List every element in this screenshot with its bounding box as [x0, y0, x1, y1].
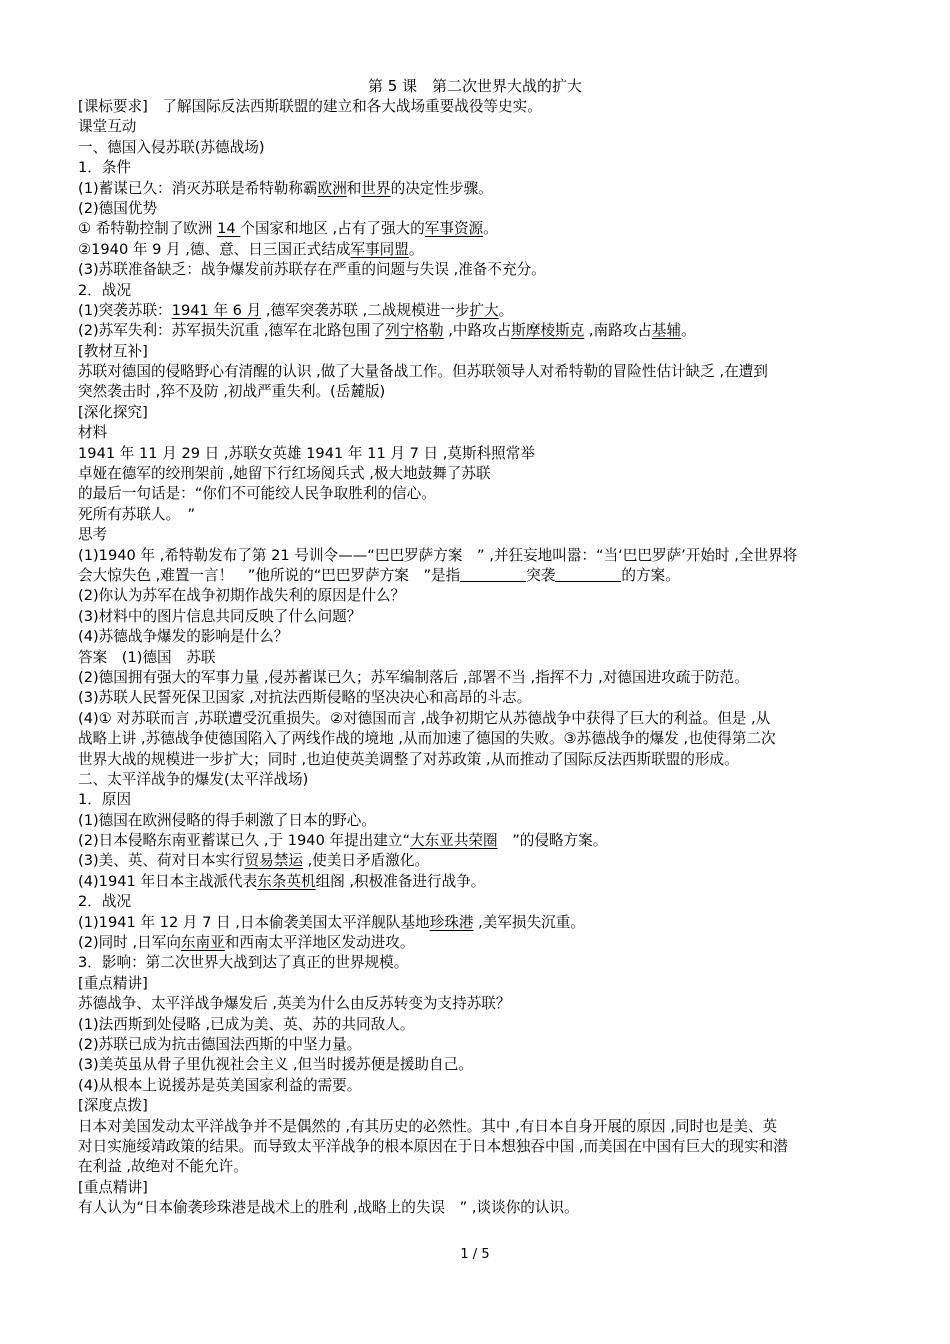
text-line — [78, 219, 886, 239]
text-segment: (4)从根本上说援苏是英美国家利益的需要。 — [78, 1076, 362, 1094]
text-segment: [深化探究] — [78, 403, 148, 421]
fill-in-blank — [555, 567, 621, 582]
text-line — [78, 933, 886, 953]
text-line — [78, 851, 886, 871]
text-line — [78, 1055, 886, 1075]
text-segment: (1)1940 年 ,希特勒发布了第 21 号训令——“巴巴罗萨方案 ” ,并狂妄地叫嚣：“当‘巴巴罗萨’开始时 ,全世界将 — [78, 546, 798, 564]
text-segment: 1．原因 — [78, 791, 132, 809]
text-line — [78, 179, 886, 199]
text-line — [78, 729, 886, 749]
text-segment: (2)苏军失利：苏军损失沉重 ,德军在北路包围了 — [78, 322, 386, 340]
text-line — [78, 423, 886, 443]
text-segment: 2．战况 — [78, 281, 132, 299]
text-line — [78, 484, 886, 504]
text-segment: 一、德国入侵苏联(苏德战场) — [78, 138, 265, 156]
text-segment: ,使美日矛盾激化。 — [303, 852, 430, 870]
text-line — [78, 240, 886, 260]
text-segment: 和西南太平洋地区发动进攻。 — [224, 934, 415, 952]
fill-in-blank — [460, 567, 526, 582]
text-segment: 。 — [498, 301, 514, 319]
underlined-answer: 东条英机 — [257, 872, 316, 890]
text-segment: (1)蓄谋已久：消灭苏联是希特勒称霸 — [78, 179, 318, 197]
text-segment: (1)法西斯到处侵略 ,已成为美、英、苏的共同敌人。 — [78, 1015, 415, 1033]
text-segment: 2．战况 — [78, 893, 132, 911]
text-segment: [教材互补] — [78, 342, 148, 360]
text-line — [78, 770, 886, 790]
underlined-answer: 斯摩棱斯克 — [511, 322, 585, 340]
text-line — [78, 1015, 886, 1035]
text-line — [78, 546, 886, 566]
text-segment: 的最后一句话是：“你们不可能绞人民争取胜利的信心。 — [78, 485, 436, 503]
text-line — [78, 301, 886, 321]
text-line — [78, 607, 886, 627]
text-line — [78, 892, 886, 912]
text-segment: 苏联对德国的侵略野心有清醒的认识 ,做了大量备战工作。但苏联领导人对希特勒的冒险性估计缺乏 ,在遭到 — [78, 363, 768, 381]
text-segment: 组阁 ,积极准备进行战争。 — [315, 872, 486, 890]
text-line — [78, 668, 886, 688]
text-segment: (3)苏联人民誓死保卫国家 ,对抗法西斯侵略的坚决决心和高昂的斗志。 — [78, 689, 532, 707]
text-segment: (3)美、英、荷对日本实行 — [78, 852, 245, 870]
text-segment: (2)苏联已成为抗击德国法西斯的中坚力量。 — [78, 1035, 362, 1053]
text-segment: 的决定性步骤。 — [390, 179, 493, 197]
text-segment: 在利益 ,故绝对不能允许。 — [78, 1158, 248, 1176]
document-body — [78, 97, 886, 1218]
text-segment: 苏德战争、太平洋战争爆发后 ,英美为什么由反苏转变为支持苏联？ — [78, 995, 511, 1013]
text-segment: (4)1941 年日本主战派代表 — [78, 872, 258, 890]
text-line — [78, 260, 886, 280]
text-segment: ”的侵略方案。 — [497, 832, 608, 850]
text-segment: 答案 (1)德国 苏联 — [78, 648, 216, 666]
text-line — [78, 627, 886, 647]
text-line — [78, 750, 886, 770]
text-segment: 课堂互动 — [78, 118, 137, 136]
text-segment: 3．影响：第二次世界大战到达了真正的世界规模。 — [78, 954, 409, 972]
text-line — [78, 525, 886, 545]
text-line — [78, 688, 886, 708]
text-segment: (3)美英虽从骨子里仇视社会主义 ,但当时援苏便是援助自己。 — [78, 1056, 473, 1074]
text-segment: 战略上讲 ,苏德战争使德国陷入了两线作战的境地 ,从而加速了德国的失败。③苏德战争的爆发 ,也使得第二次 — [78, 730, 776, 748]
text-segment: 有人认为“日本偷袭珍珠港是战术上的胜利 ,战略上的失误 ” ,谈谈你的认识。 — [78, 1199, 579, 1217]
text-segment: 死所有苏联人。 ” — [78, 505, 196, 523]
text-segment: ,德军突袭苏联 ,二战规模进一步 — [261, 301, 470, 319]
text-line — [78, 1096, 886, 1116]
text-line — [78, 97, 886, 117]
text-line — [78, 199, 886, 219]
text-line — [78, 586, 886, 606]
text-line — [78, 321, 886, 341]
text-segment: (1)德国在欧洲侵略的得手刺激了日本的野心。 — [78, 811, 376, 829]
text-segment: 1．条件 — [78, 159, 132, 177]
text-segment: 材料 — [78, 424, 108, 442]
underlined-answer: 世界 — [361, 179, 391, 197]
underlined-answer: 1941 年 6 月 — [171, 301, 262, 319]
text-segment: 突然袭击时 ,猝不及防 ,初战严重失利。(岳麓版) — [78, 383, 386, 401]
text-segment: 二、太平洋战争的爆发(太平洋战场) — [78, 770, 309, 788]
text-segment: ,中路攻占 — [443, 322, 512, 340]
underlined-answer: 扩大 — [469, 301, 499, 319]
text-line — [78, 648, 886, 668]
page-number: 1 / 5 — [460, 1247, 490, 1262]
text-line — [78, 790, 886, 810]
text-line — [78, 362, 886, 382]
page-title: 第 5 课 第二次世界大战的扩大 — [367, 77, 583, 95]
text-line — [78, 709, 886, 729]
text-segment: ②1940 年 9 月 ,德、意、日三国正式结成 — [78, 240, 351, 258]
text-line — [78, 281, 886, 301]
text-line — [78, 566, 886, 586]
text-line — [78, 1076, 886, 1096]
text-segment: 日本对美国发动太平洋战争并不是偶然的 ,有其历史的必然性。其中 ,有日本自身开展的原因 ,同时也是美、英 — [78, 1117, 778, 1135]
text-line — [78, 444, 886, 464]
text-line — [78, 505, 886, 525]
text-segment: 的方案。 — [621, 566, 680, 584]
underlined-answer: 列宁格勒 — [385, 322, 444, 340]
underlined-answer: 珍珠港 — [429, 913, 474, 931]
underlined-answer: 14 — [217, 220, 241, 238]
text-segment: 思考 — [78, 526, 108, 544]
text-segment: 1941 年 11 月 29 日 ,苏联女英雄 1941 年 11 月 7 日 ,莫斯科照常举 — [78, 444, 535, 462]
underlined-answer: 大东亚共荣圈 — [410, 832, 498, 850]
text-segment: (2)你认为苏军在战争初期作战失利的原因是什么？ — [78, 587, 406, 605]
text-segment: 。 — [408, 240, 424, 258]
text-segment: (2)同时 ,日军向 — [78, 934, 181, 952]
text-segment: (2)日本侵略东南亚蓄谋已久 ,于 1940 年提出建立“ — [78, 832, 411, 850]
text-segment: ,南路攻占 — [584, 322, 652, 340]
text-segment: [深度点拨] — [78, 1097, 148, 1115]
text-line — [78, 342, 886, 362]
text-segment: ① 希特勒控制了欧洲 — [78, 220, 218, 238]
text-segment: (4)苏德战争爆发的影响是什么？ — [78, 628, 289, 646]
text-line — [78, 1035, 886, 1055]
text-line — [78, 1117, 886, 1137]
text-segment: 突袭 — [526, 566, 556, 584]
text-line — [78, 953, 886, 973]
text-line — [78, 158, 886, 178]
text-line — [78, 872, 886, 892]
text-segment: ,美军损失沉重。 — [473, 913, 585, 931]
text-segment: (2)德国优势 — [78, 199, 158, 217]
text-segment: 个国家和地区 ,占有了强大的 — [240, 220, 425, 238]
text-line — [78, 994, 886, 1014]
text-segment: (3)材料中的图片信息共同反映了什么问题？ — [78, 607, 362, 625]
text-segment: [课标要求] 了解国际反法西斯联盟的建立和各大战场重要战役等史实。 — [78, 98, 542, 115]
text-line — [78, 382, 886, 402]
underlined-answer: 军事同盟 — [350, 240, 409, 258]
text-line — [78, 117, 886, 137]
text-segment: 会大惊失色 ,难置一言！ ”他所说的“巴巴罗萨方案 ”是指 — [78, 566, 461, 584]
text-line — [78, 1137, 886, 1157]
text-segment: (4)① 对苏联而言 ,苏联遭受沉重损失。②对德国而言 ,战争初期它从苏德战争中获得了巨大的利益。但是 ,从 — [78, 709, 771, 727]
text-line — [78, 138, 886, 158]
text-line — [78, 1178, 886, 1198]
text-segment: 。 — [483, 220, 498, 238]
underlined-answer: 贸易禁运 — [244, 852, 304, 870]
text-line — [78, 811, 886, 831]
text-line — [78, 913, 886, 933]
underlined-answer: 东南亚 — [180, 934, 225, 952]
text-segment: (3)苏联准备缺乏：战争爆发前苏联存在严重的问题与失误 ,准备不充分。 — [78, 261, 546, 279]
underlined-answer: 军事资源 — [424, 220, 484, 238]
text-segment: 对日实施绥靖政策的结果。而导致太平洋战争的根本原因在于日本想独吞中国 ,而美国在中国有巨大的现实和潜 — [78, 1137, 788, 1155]
text-segment: (1)1941 年 12 月 7 日 ,日本偷袭美国太平洋舰队基地 — [78, 913, 430, 931]
text-segment: 卓娅在德军的绞刑架前 ,她留下行红场阅兵式 ,极大地鼓舞了苏联 — [78, 465, 491, 483]
text-line — [78, 464, 886, 484]
text-segment: [重点精讲] — [78, 1178, 148, 1196]
text-line — [78, 1198, 886, 1218]
text-line — [78, 831, 886, 851]
text-segment: (2)德国拥有强大的军事力量 ,侵苏蓄谋已久；苏军编制落后 ,部署不当 ,指挥不力 ,对德国进攻疏于防范。 — [78, 668, 749, 686]
underlined-answer: 欧洲 — [317, 179, 347, 197]
text-line — [78, 974, 886, 994]
text-line — [78, 1157, 886, 1177]
underlined-answer: 基辅 — [651, 322, 682, 340]
text-line — [78, 403, 886, 423]
text-segment: 和 — [346, 179, 362, 197]
text-segment: 世界大战的规模进一步扩大；同时 ,也迫使英美调整了对苏政策 ,从而推动了国际反法西斯联盟的形成。 — [78, 750, 739, 768]
text-segment: (1)突袭苏联： — [78, 301, 172, 319]
text-segment: 。 — [681, 322, 696, 340]
text-segment: [重点精讲] — [78, 974, 148, 992]
